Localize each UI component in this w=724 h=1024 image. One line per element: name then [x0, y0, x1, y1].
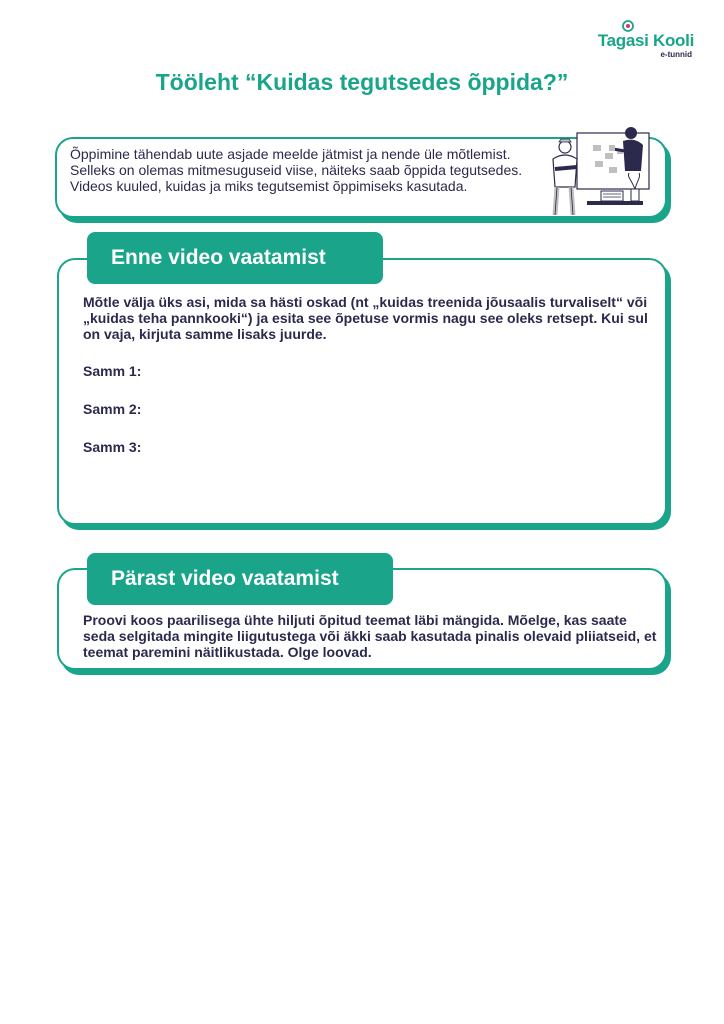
before-video-box — [57, 258, 667, 525]
logo — [597, 20, 694, 62]
step-3-label: Samm 3: — [83, 439, 142, 455]
logo-name: Tagasi Kooli — [597, 31, 694, 50]
page-title: Tööleht “Kuidas tegutsedes õppida?” — [155, 69, 569, 95]
logo-subtitle: e-tunnid — [660, 50, 692, 59]
after-video-heading: Pärast video vaatamist — [87, 553, 393, 605]
step-2-label: Samm 2: — [83, 401, 142, 417]
after-video-instructions: Proovi koos paarilisega ühte hiljuti õpitud teemat läbi mängida. Mõelge, kas saate seda selgitada mingite liigutustega või äkki saab kasutada pinalis olevaid pliiatseid, et teemat paremini näitlikustada. Olge loovad. — [83, 612, 657, 660]
people-working-at-board-illustration — [547, 127, 655, 219]
intro-text: Õppimine tähendab uute asjade meelde jätmist ja nende üle mõtlemist. Selleks on olemas mitmesuguseid viise, näiteks saab õppida tegutsedes. Videos kuuled, kuidas ja miks tegutsemist õppimiseks kasutada. — [70, 146, 523, 194]
step-1-label: Samm 1: — [83, 363, 142, 379]
intro-box — [55, 137, 667, 218]
before-video-instructions: Mõtle välja üks asi, mida sa hästi oskad (nt „kuidas treenida jõusaalis turvaliselt“ või „kuidas teha pannkooki“) ja esita see õpetuse vormis nagu see oleks retsept. Kui sul on vaja, kirjuta samme lisaks juurde. — [83, 294, 648, 342]
before-video-heading: Enne video vaatamist — [87, 232, 383, 284]
